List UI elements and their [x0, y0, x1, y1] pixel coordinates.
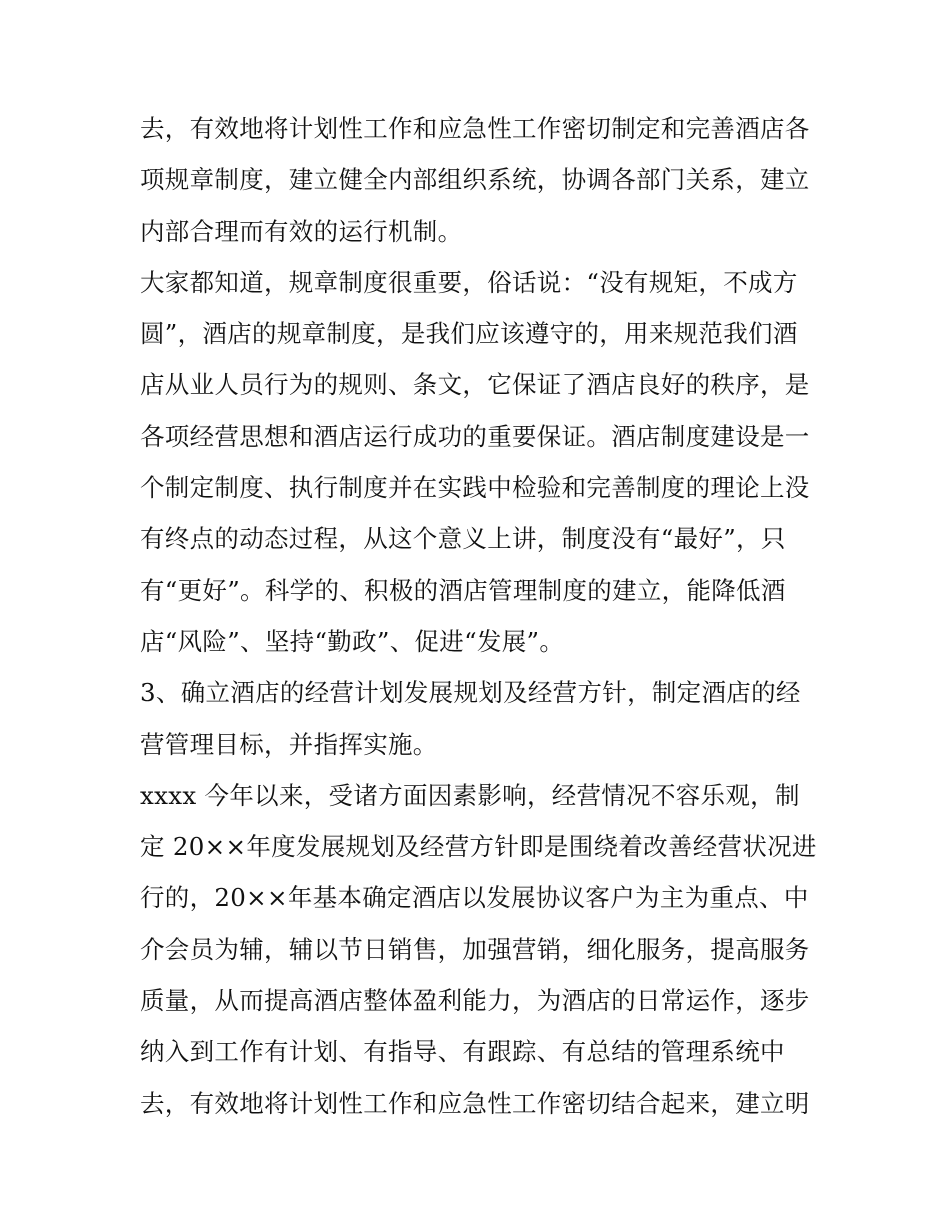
text-line: 去，有效地将计划性工作和应急性工作密切制定和完善酒店各: [140, 114, 810, 143]
text-line: 纳入到工作有计划、有指导、有跟踪、有总结的管理系统中: [140, 1037, 785, 1067]
text-line: 项规章制度，建立健全内部组织系统，协调各部门关系，建立: [140, 165, 810, 195]
text-line: 大家都知道，规章制度很重要，俗话说：“没有规矩，不成方: [140, 267, 798, 297]
text-line: 圆”，酒店的规章制度，是我们应该遵守的，用来规范我们酒: [140, 319, 798, 349]
text-line: 有终点的动态过程，从这个意义上讲，制度没有“最好”，只: [140, 524, 786, 554]
text-line: 质量，从而提高酒店整体盈利能力，为酒店的日常运作，逐步: [140, 986, 810, 1016]
text-line: 有“更好”。科学的、积极的酒店管理制度的建立，能降低酒: [140, 575, 786, 605]
text-line: 各项经营思想和酒店运行成功的重要保证。酒店制度建设是一: [140, 421, 810, 451]
text-line: 营管理目标，并指挥实施。: [140, 729, 438, 759]
text-line: 内部合理而有效的运行机制。: [140, 216, 463, 246]
text-line: 个制定制度、执行制度并在实践中检验和完善制度的理论上没: [140, 473, 810, 503]
text-line: 去，有效地将计划性工作和应急性工作密切结合起来，建立明: [140, 1088, 810, 1118]
text-line: 店从业人员行为的规则、条文，它保证了酒店良好的秩序，是: [140, 370, 810, 400]
text-line: 介会员为辅，辅以节日销售，加强营销，细化服务，提高服务: [140, 934, 810, 964]
text-line: 店“风险”、坚持“勤政”、促进“发展”。: [140, 626, 565, 656]
text-line: 3、确立酒店的经营计划发展规划及经营方针，制定酒店的经: [140, 678, 801, 708]
text-line: xxxx 今年以来，受诸方面因素影响，经营情况不容乐观，制: [140, 780, 800, 810]
text-line: 行的，20××年基本确定酒店以发展协议客户为主为重点、中: [140, 883, 809, 913]
document-body-text: [140, 103, 820, 1129]
text-line: 定 20××年度发展规划及经营方针即是围绕着改善经营状况进: [140, 832, 817, 862]
